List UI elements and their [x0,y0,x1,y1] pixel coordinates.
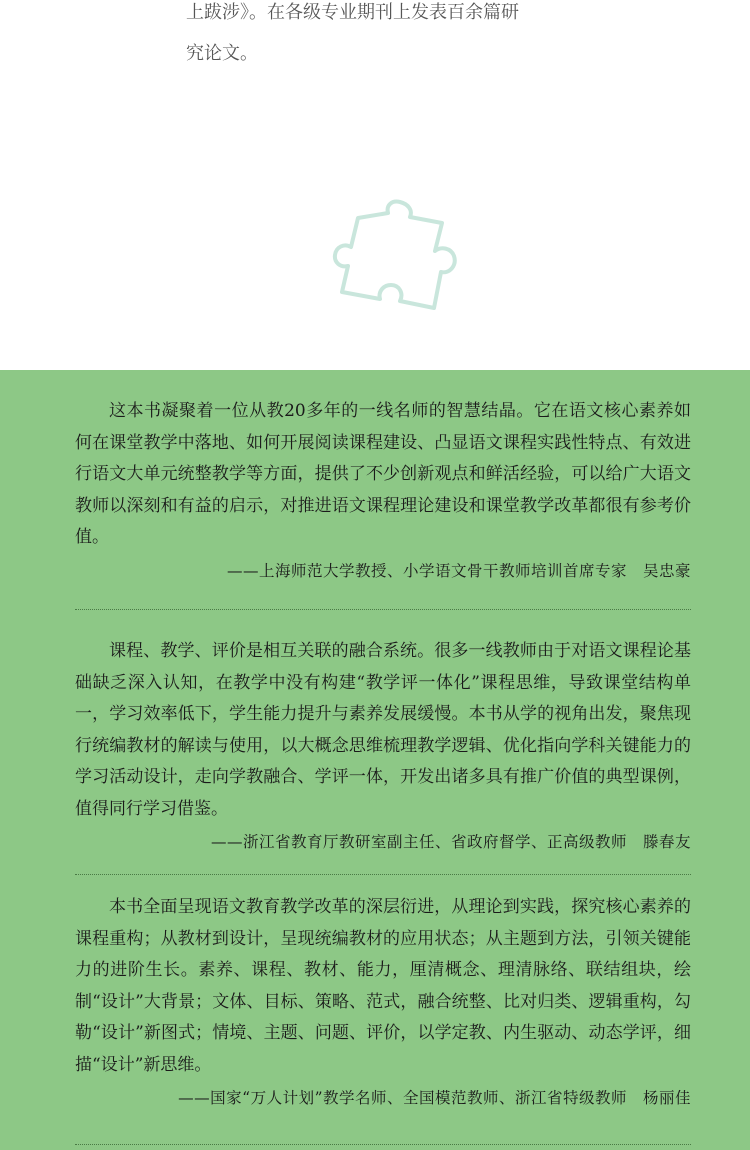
author-bio-line-1: 上跋涉》。在各级专业期刊上发表百余篇研 [186,2,519,23]
reviews-panel [0,370,750,1150]
puzzle-piece-icon [330,196,464,326]
review-3-text: 本书全面呈现语文教育教学改革的深层衍进，从理论到实践，探究核心素养的课程重构；从教材到设计，呈现统编教材的应用状态；从主题到方法，引领关键能力的进阶生长。素养、课程、教材、能力，厘清概念、理清脉络、联结组块，绘制“设计”大背景；文体、目标、策略、范式，融合统整、比对归类、逻辑重构，勾勒“设计”新图式；情境、主题、问题、评价，以学定教、内生驱动、动态学评，细描“设计”新思维。 [75,897,691,1075]
review-3 [75,892,691,1111]
review-1-text: 这本书凝聚着一位从教20多年的一线名师的智慧结晶。它在语文核心素养如何在课堂教学中落地、如何开展阅读课程建设、凸显语文课程实践性特点、有效进行语文大单元统整教学等方面，提供了不少创新观点和鲜活经验，可以给广大语文教师以深刻和有益的启示，对推进语文课程理论建设和课堂教学改革都很有参考价值。 [75,401,691,547]
divider-3 [75,1144,691,1145]
author-bio-section [0,0,750,370]
review-3-attribution: ——国家“万人计划”教学名师、全国模范教师、浙江省特级教师 杨丽佳 [178,1089,691,1107]
review-2-text: 课程、教学、评价是相互关联的融合系统。很多一线教师由于对语文课程论基础缺乏深入认知，在教学中没有构建“教学评一体化”课程思维，导致课堂结构单一，学习效率低下，学生能力提升与素养发展缓慢。本书从学的视角出发，聚焦现行统编教材的解读与使用，以大概念思维梳理教学逻辑、优化指向学科关键能力的学习活动设计，走向学教融合、学评一体，开发出诸多具有推广价值的典型课例，值得同行学习借鉴。 [75,641,691,819]
author-bio-line-2: 究论文。 [186,43,258,64]
review-2 [75,636,691,855]
review-2-attribution: ——浙江省教育厅教研室副主任、省政府督学、正高级教师 滕春友 [210,833,691,851]
divider-1 [75,609,691,610]
review-1 [75,396,691,584]
review-1-attribution: ——上海师范大学教授、小学语文骨干教师培训首席专家 吴忠豪 [226,561,691,580]
divider-2 [75,874,691,875]
